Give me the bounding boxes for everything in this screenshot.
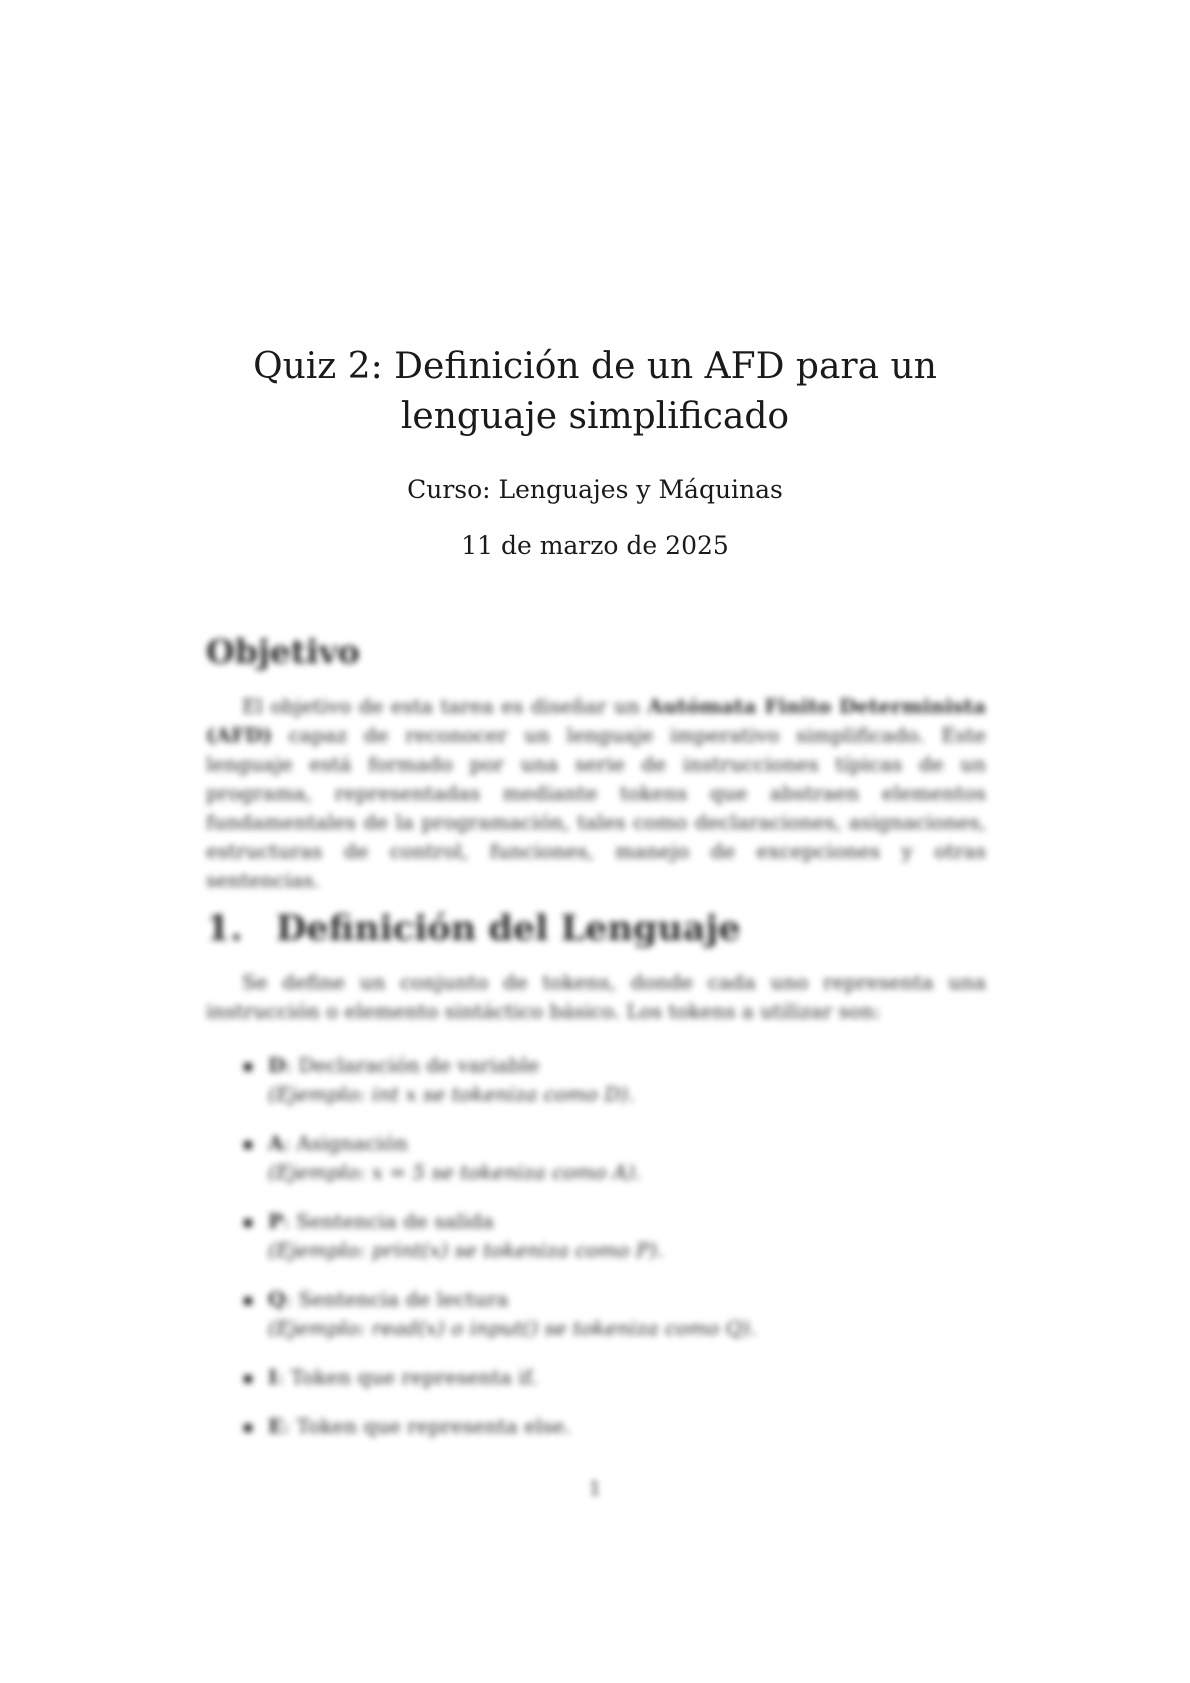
bullet-icon (244, 1141, 252, 1149)
token-symbol: D (268, 1053, 286, 1077)
token-list (238, 1051, 998, 1461)
token-example: (Ejemplo: print(x) se tokeniza como P). (268, 1238, 664, 1262)
section-number: 1. (206, 908, 243, 949)
token-symbol: E (268, 1414, 284, 1438)
page-number: 1 (588, 1476, 602, 1500)
list-item (238, 1051, 998, 1109)
bullet-icon (244, 1297, 252, 1305)
document-date: 11 de marzo de 2025 (461, 531, 729, 560)
token-example: (Ejemplo: read(x) o input() se tokeniza como Q). (268, 1316, 757, 1340)
objetivo-paragraph (206, 692, 986, 895)
objetivo-text-before: El objetivo de esta tarea es diseñar un (242, 694, 648, 718)
list-item (238, 1412, 998, 1441)
token-example: (Ejemplo: int x se tokeniza como D). (268, 1082, 635, 1106)
token-description: : Declaración de variable (285, 1053, 540, 1077)
bullet-icon (244, 1219, 252, 1227)
token-description: : Asignación (283, 1131, 408, 1155)
list-item (238, 1285, 998, 1343)
token-symbol: P (268, 1209, 284, 1233)
token-description: : Sentencia de salida (283, 1209, 494, 1233)
document-title (0, 342, 1190, 442)
token-symbol: I (268, 1365, 278, 1389)
title-line-1: Quiz 2: Definición de un AFD para un (253, 346, 937, 387)
course-name: Curso: Lenguajes y Máquinas (407, 475, 783, 504)
objetivo-text-after: capaz de reconocer un lenguaje imperativo simplificado. Este lenguaje está formado por una serie de instrucciones típicas de un programa, representadas mediante tokens que abstraen elementos fundamentales de la programación, tales como declaraciones, asignaciones, estructuras de control, funciones, manejo de excepciones y otras sentencias. (206, 723, 986, 892)
token-description: : Sentencia de lectura (285, 1287, 509, 1311)
section-1-intro: Se define un conjunto de tokens, donde cada uno representa una instrucción o elemento sintáctico básico. Los tokens a utilizar son: (206, 970, 986, 1023)
title-line-2: lenguaje simplificado (400, 396, 790, 437)
token-symbol: A (268, 1131, 284, 1155)
token-description: : Token que representa else. (283, 1414, 571, 1438)
list-item (238, 1207, 998, 1265)
token-symbol: Q (268, 1287, 286, 1311)
list-item (238, 1129, 998, 1187)
objetivo-bold-term: Autómata Finito Determinista (AFD) (206, 694, 986, 747)
section-title-text: Definición del Lenguaje (276, 908, 741, 949)
section-1-heading (206, 907, 740, 951)
list-item (238, 1363, 998, 1392)
bullet-icon (244, 1424, 252, 1432)
token-example: (Ejemplo: x = 5 se tokeniza como A). (268, 1160, 642, 1184)
token-description: : Token que representa if. (277, 1365, 538, 1389)
objetivo-heading: Objetivo (206, 632, 360, 671)
bullet-icon (244, 1375, 252, 1383)
bullet-icon (244, 1063, 252, 1071)
